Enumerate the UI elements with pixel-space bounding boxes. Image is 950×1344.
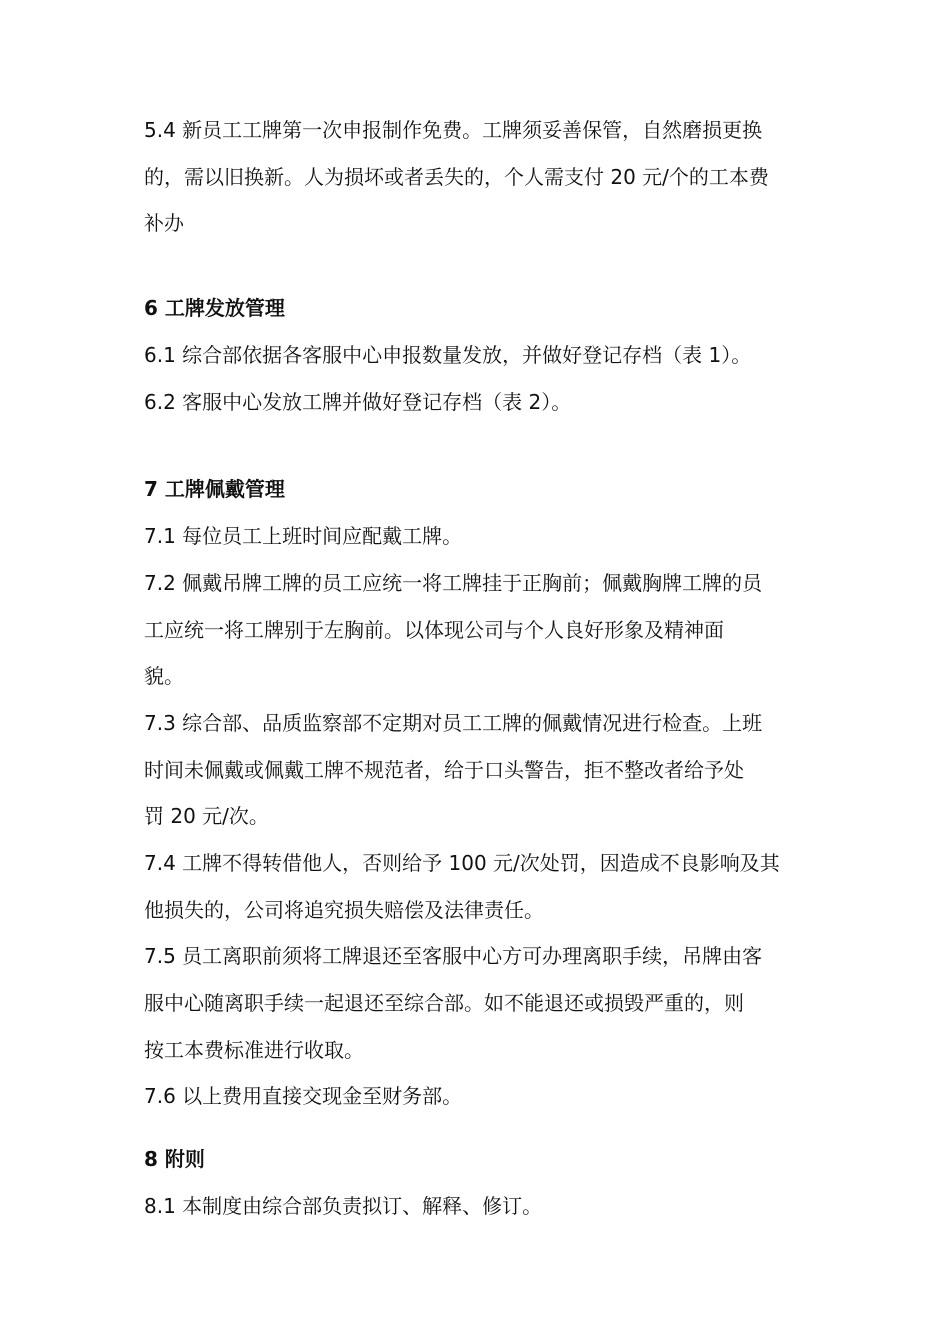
paragraph-7-5-line-1: 7.5 员工离职前须将工牌退还至客服中心方可办理离职手续，吊牌由客 xyxy=(144,944,763,968)
paragraph-7-4-line-2: 他损失的，公司将追究损失赔偿及法律责任。 xyxy=(144,898,544,922)
paragraph-7-3-line-2: 时间未佩戴或佩戴工牌不规范者，给于口头警告，拒不整改者给予处 xyxy=(144,758,744,782)
paragraph-7-3-line-1: 7.3 综合部、品质监察部不定期对员工工牌的佩戴情况进行检查。上班 xyxy=(144,711,763,735)
paragraph-8-1: 8.1 本制度由综合部负责拟订、解释、修订。 xyxy=(144,1194,543,1218)
paragraph-5-4-line-2: 的，需以旧换新。人为损坏或者丢失的，个人需支付 20 元/个的工本费 xyxy=(144,165,769,189)
paragraph-7-5-line-3: 按工本费标准进行收取。 xyxy=(144,1038,364,1062)
paragraph-5-4-line-3: 补办 xyxy=(144,211,184,235)
section-6-heading: 6 工牌发放管理 xyxy=(144,296,285,320)
paragraph-7-4-line-1: 7.4 工牌不得转借他人，否则给予 100 元/次处罚，因造成不良影响及其 xyxy=(144,851,780,875)
paragraph-6-2: 6.2 客服中心发放工牌并做好登记存档（表 2）。 xyxy=(144,390,572,414)
section-7-heading: 7 工牌佩戴管理 xyxy=(144,477,285,501)
paragraph-7-5-line-2: 服中心随离职手续一起退还至综合部。如不能退还或损毁严重的，则 xyxy=(144,991,744,1015)
paragraph-7-6: 7.6 以上费用直接交现金至财务部。 xyxy=(144,1084,463,1108)
paragraph-7-1: 7.1 每位员工上班时间应配戴工牌。 xyxy=(144,524,463,548)
paragraph-6-1: 6.1 综合部依据各客服中心申报数量发放，并做好登记存档（表 1）。 xyxy=(144,343,752,367)
paragraph-5-4-line-1: 5.4 新员工工牌第一次申报制作免费。工牌须妥善保管，自然磨损更换 xyxy=(144,118,763,142)
paragraph-7-2-line-2: 工应统一将工牌别于左胸前。以体现公司与个人良好形象及精神面 xyxy=(144,618,724,642)
section-8-heading: 8 附则 xyxy=(144,1147,205,1171)
paragraph-7-2-line-3: 貌。 xyxy=(144,664,184,688)
paragraph-7-2-line-1: 7.2 佩戴吊牌工牌的员工应统一将工牌挂于正胸前；佩戴胸牌工牌的员 xyxy=(144,571,763,595)
paragraph-7-3-line-3: 罚 20 元/次。 xyxy=(144,804,269,828)
